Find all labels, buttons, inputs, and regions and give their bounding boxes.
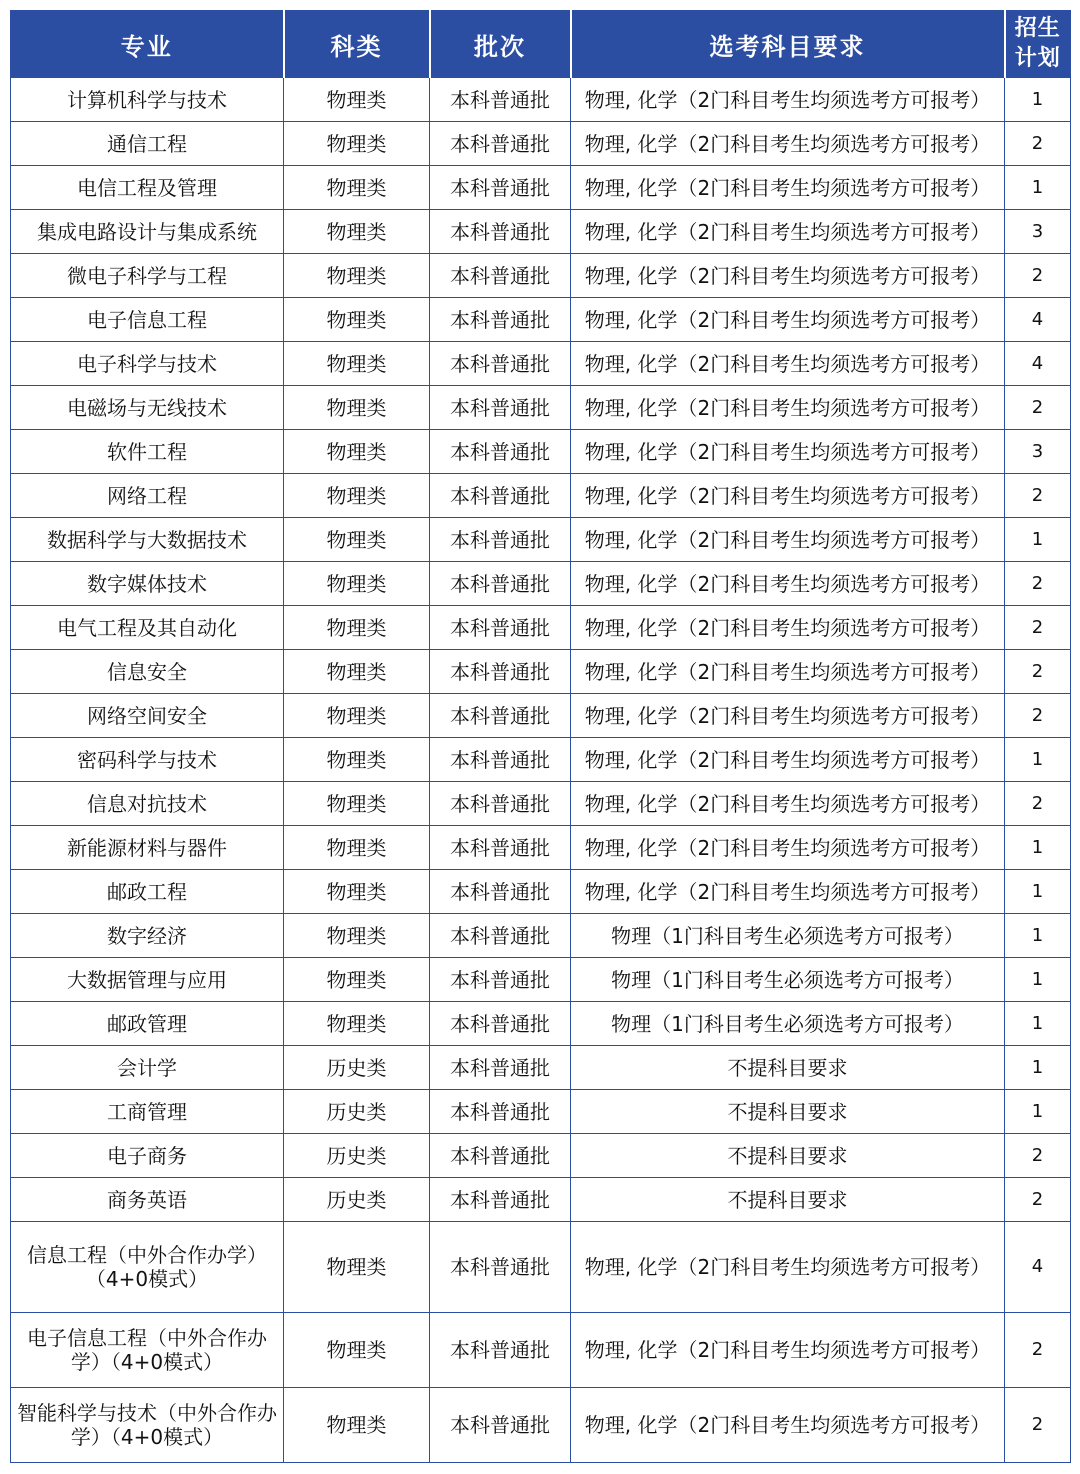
- cell-batch: 本科普通批: [430, 1222, 571, 1313]
- table-row: [11, 1222, 1071, 1313]
- cell-category: 物理类: [284, 254, 430, 298]
- table-row: [11, 694, 1071, 738]
- cell-category: 物理类: [284, 1313, 430, 1388]
- cell-plan: 2: [1005, 254, 1071, 298]
- cell-major: 邮政工程: [11, 870, 284, 914]
- cell-plan: 1: [1005, 1046, 1071, 1090]
- cell-requirement: 物理, 化学（2门科目考生均须选考方可报考）: [571, 430, 1005, 474]
- cell-requirement: 物理, 化学（2门科目考生均须选考方可报考）: [571, 78, 1005, 122]
- cell-category: 历史类: [284, 1178, 430, 1222]
- cell-plan: 3: [1005, 210, 1071, 254]
- cell-category: 物理类: [284, 122, 430, 166]
- cell-major: 计算机科学与技术: [11, 78, 284, 122]
- cell-batch: 本科普通批: [430, 1046, 571, 1090]
- cell-batch: 本科普通批: [430, 562, 571, 606]
- table-row: [11, 518, 1071, 562]
- table-row: [11, 1178, 1071, 1222]
- cell-batch: 本科普通批: [430, 650, 571, 694]
- cell-requirement: 物理, 化学（2门科目考生均须选考方可报考）: [571, 166, 1005, 210]
- cell-requirement: 物理（1门科目考生必须选考方可报考）: [571, 958, 1005, 1002]
- enrollment-table-container: [10, 10, 1070, 1463]
- header-requirement: 选考科目要求: [571, 11, 1005, 78]
- cell-requirement: 不提科目要求: [571, 1046, 1005, 1090]
- cell-plan: 1: [1005, 958, 1071, 1002]
- table-body: [11, 78, 1071, 1463]
- table-row: [11, 650, 1071, 694]
- cell-requirement: 物理（1门科目考生必须选考方可报考）: [571, 1002, 1005, 1046]
- cell-plan: 2: [1005, 650, 1071, 694]
- cell-category: 物理类: [284, 914, 430, 958]
- table-header-row: [11, 11, 1071, 78]
- cell-category: 历史类: [284, 1090, 430, 1134]
- cell-requirement: 物理, 化学（2门科目考生均须选考方可报考）: [571, 1313, 1005, 1388]
- cell-requirement: 不提科目要求: [571, 1178, 1005, 1222]
- cell-plan: 2: [1005, 694, 1071, 738]
- cell-category: 物理类: [284, 210, 430, 254]
- cell-major: 邮政管理: [11, 1002, 284, 1046]
- table-row: [11, 1090, 1071, 1134]
- cell-requirement: 物理, 化学（2门科目考生均须选考方可报考）: [571, 474, 1005, 518]
- cell-major: 会计学: [11, 1046, 284, 1090]
- cell-requirement: 物理（1门科目考生必须选考方可报考）: [571, 914, 1005, 958]
- table-row: [11, 870, 1071, 914]
- table-row: [11, 782, 1071, 826]
- cell-category: 历史类: [284, 1046, 430, 1090]
- cell-batch: 本科普通批: [430, 342, 571, 386]
- cell-batch: 本科普通批: [430, 430, 571, 474]
- table-row: [11, 1388, 1071, 1463]
- cell-batch: 本科普通批: [430, 1313, 571, 1388]
- cell-major: 智能科学与技术（中外合作办学）（4+0模式）: [11, 1388, 284, 1463]
- cell-category: 物理类: [284, 650, 430, 694]
- cell-batch: 本科普通批: [430, 474, 571, 518]
- cell-batch: 本科普通批: [430, 122, 571, 166]
- cell-major: 微电子科学与工程: [11, 254, 284, 298]
- cell-category: 物理类: [284, 430, 430, 474]
- header-category: 科类: [284, 11, 430, 78]
- cell-plan: 2: [1005, 1178, 1071, 1222]
- cell-plan: 1: [1005, 166, 1071, 210]
- cell-major: 新能源材料与器件: [11, 826, 284, 870]
- cell-batch: 本科普通批: [430, 738, 571, 782]
- cell-plan: 4: [1005, 342, 1071, 386]
- table-row: [11, 122, 1071, 166]
- cell-category: 物理类: [284, 1222, 430, 1313]
- cell-requirement: 物理, 化学（2门科目考生均须选考方可报考）: [571, 826, 1005, 870]
- cell-plan: 2: [1005, 474, 1071, 518]
- cell-plan: 2: [1005, 1134, 1071, 1178]
- cell-plan: 2: [1005, 782, 1071, 826]
- cell-major: 通信工程: [11, 122, 284, 166]
- header-major: 专业: [11, 11, 284, 78]
- header-plan: 招生计划: [1005, 11, 1071, 78]
- cell-plan: 3: [1005, 430, 1071, 474]
- table-row: [11, 1134, 1071, 1178]
- cell-category: 物理类: [284, 606, 430, 650]
- cell-plan: 4: [1005, 298, 1071, 342]
- cell-major: 信息工程（中外合作办学）（4+0模式）: [11, 1222, 284, 1313]
- cell-major: 密码科学与技术: [11, 738, 284, 782]
- cell-category: 物理类: [284, 78, 430, 122]
- cell-batch: 本科普通批: [430, 1134, 571, 1178]
- cell-requirement: 物理, 化学（2门科目考生均须选考方可报考）: [571, 518, 1005, 562]
- cell-batch: 本科普通批: [430, 1002, 571, 1046]
- cell-major: 电子信息工程（中外合作办学）（4+0模式）: [11, 1313, 284, 1388]
- cell-category: 物理类: [284, 694, 430, 738]
- cell-plan: 1: [1005, 518, 1071, 562]
- cell-batch: 本科普通批: [430, 386, 571, 430]
- cell-major: 电子商务: [11, 1134, 284, 1178]
- cell-plan: 2: [1005, 562, 1071, 606]
- cell-batch: 本科普通批: [430, 826, 571, 870]
- table-row: [11, 562, 1071, 606]
- cell-requirement: 物理, 化学（2门科目考生均须选考方可报考）: [571, 1388, 1005, 1463]
- cell-plan: 2: [1005, 1313, 1071, 1388]
- cell-plan: 4: [1005, 1222, 1071, 1313]
- cell-requirement: 物理, 化学（2门科目考生均须选考方可报考）: [571, 562, 1005, 606]
- table-row: [11, 606, 1071, 650]
- cell-requirement: 物理, 化学（2门科目考生均须选考方可报考）: [571, 210, 1005, 254]
- cell-requirement: 物理, 化学（2门科目考生均须选考方可报考）: [571, 122, 1005, 166]
- cell-major: 电子科学与技术: [11, 342, 284, 386]
- table-row: [11, 826, 1071, 870]
- cell-category: 物理类: [284, 826, 430, 870]
- cell-major: 电子信息工程: [11, 298, 284, 342]
- cell-major: 集成电路设计与集成系统: [11, 210, 284, 254]
- cell-requirement: 物理, 化学（2门科目考生均须选考方可报考）: [571, 606, 1005, 650]
- table-row: [11, 210, 1071, 254]
- cell-plan: 1: [1005, 1002, 1071, 1046]
- cell-requirement: 物理, 化学（2门科目考生均须选考方可报考）: [571, 782, 1005, 826]
- table-row: [11, 914, 1071, 958]
- cell-major: 软件工程: [11, 430, 284, 474]
- table-row: [11, 298, 1071, 342]
- cell-plan: 2: [1005, 1388, 1071, 1463]
- cell-requirement: 不提科目要求: [571, 1090, 1005, 1134]
- cell-major: 商务英语: [11, 1178, 284, 1222]
- cell-requirement: 物理, 化学（2门科目考生均须选考方可报考）: [571, 694, 1005, 738]
- cell-category: 物理类: [284, 166, 430, 210]
- cell-category: 物理类: [284, 518, 430, 562]
- cell-category: 物理类: [284, 738, 430, 782]
- cell-batch: 本科普通批: [430, 958, 571, 1002]
- cell-batch: 本科普通批: [430, 254, 571, 298]
- cell-requirement: 物理, 化学（2门科目考生均须选考方可报考）: [571, 650, 1005, 694]
- cell-major: 网络空间安全: [11, 694, 284, 738]
- cell-major: 电磁场与无线技术: [11, 386, 284, 430]
- cell-requirement: 不提科目要求: [571, 1134, 1005, 1178]
- cell-major: 大数据管理与应用: [11, 958, 284, 1002]
- cell-batch: 本科普通批: [430, 78, 571, 122]
- table-row: [11, 78, 1071, 122]
- cell-requirement: 物理, 化学（2门科目考生均须选考方可报考）: [571, 298, 1005, 342]
- table-row: [11, 386, 1071, 430]
- table-row: [11, 1002, 1071, 1046]
- cell-batch: 本科普通批: [430, 1090, 571, 1134]
- cell-batch: 本科普通批: [430, 606, 571, 650]
- cell-requirement: 物理, 化学（2门科目考生均须选考方可报考）: [571, 254, 1005, 298]
- cell-category: 物理类: [284, 474, 430, 518]
- cell-batch: 本科普通批: [430, 914, 571, 958]
- cell-batch: 本科普通批: [430, 210, 571, 254]
- cell-requirement: 物理, 化学（2门科目考生均须选考方可报考）: [571, 342, 1005, 386]
- cell-major: 电信工程及管理: [11, 166, 284, 210]
- cell-major: 数据科学与大数据技术: [11, 518, 284, 562]
- table-row: [11, 1313, 1071, 1388]
- cell-category: 物理类: [284, 1002, 430, 1046]
- cell-plan: 1: [1005, 78, 1071, 122]
- cell-batch: 本科普通批: [430, 694, 571, 738]
- cell-major: 信息对抗技术: [11, 782, 284, 826]
- cell-plan: 2: [1005, 122, 1071, 166]
- table-row: [11, 738, 1071, 782]
- cell-plan: 1: [1005, 1090, 1071, 1134]
- cell-major: 数字媒体技术: [11, 562, 284, 606]
- header-batch: 批次: [430, 11, 571, 78]
- cell-batch: 本科普通批: [430, 782, 571, 826]
- table-row: [11, 430, 1071, 474]
- cell-requirement: 物理, 化学（2门科目考生均须选考方可报考）: [571, 1222, 1005, 1313]
- cell-plan: 1: [1005, 870, 1071, 914]
- cell-batch: 本科普通批: [430, 870, 571, 914]
- cell-category: 物理类: [284, 1388, 430, 1463]
- cell-batch: 本科普通批: [430, 1388, 571, 1463]
- cell-requirement: 物理, 化学（2门科目考生均须选考方可报考）: [571, 738, 1005, 782]
- cell-category: 物理类: [284, 342, 430, 386]
- cell-requirement: 物理, 化学（2门科目考生均须选考方可报考）: [571, 386, 1005, 430]
- table-row: [11, 1046, 1071, 1090]
- cell-major: 网络工程: [11, 474, 284, 518]
- table-row: [11, 166, 1071, 210]
- cell-plan: 2: [1005, 606, 1071, 650]
- table-row: [11, 254, 1071, 298]
- cell-requirement: 物理, 化学（2门科目考生均须选考方可报考）: [571, 870, 1005, 914]
- cell-major: 工商管理: [11, 1090, 284, 1134]
- cell-major: 信息安全: [11, 650, 284, 694]
- cell-category: 物理类: [284, 386, 430, 430]
- cell-batch: 本科普通批: [430, 166, 571, 210]
- cell-batch: 本科普通批: [430, 1178, 571, 1222]
- table-row: [11, 342, 1071, 386]
- cell-major: 电气工程及其自动化: [11, 606, 284, 650]
- cell-category: 历史类: [284, 1134, 430, 1178]
- cell-category: 物理类: [284, 958, 430, 1002]
- cell-plan: 2: [1005, 386, 1071, 430]
- enrollment-plan-table: [10, 10, 1071, 1463]
- cell-plan: 1: [1005, 738, 1071, 782]
- table-row: [11, 474, 1071, 518]
- table-row: [11, 958, 1071, 1002]
- cell-batch: 本科普通批: [430, 518, 571, 562]
- cell-category: 物理类: [284, 298, 430, 342]
- cell-category: 物理类: [284, 562, 430, 606]
- cell-plan: 1: [1005, 914, 1071, 958]
- cell-category: 物理类: [284, 870, 430, 914]
- cell-plan: 1: [1005, 826, 1071, 870]
- cell-batch: 本科普通批: [430, 298, 571, 342]
- cell-major: 数字经济: [11, 914, 284, 958]
- cell-category: 物理类: [284, 782, 430, 826]
